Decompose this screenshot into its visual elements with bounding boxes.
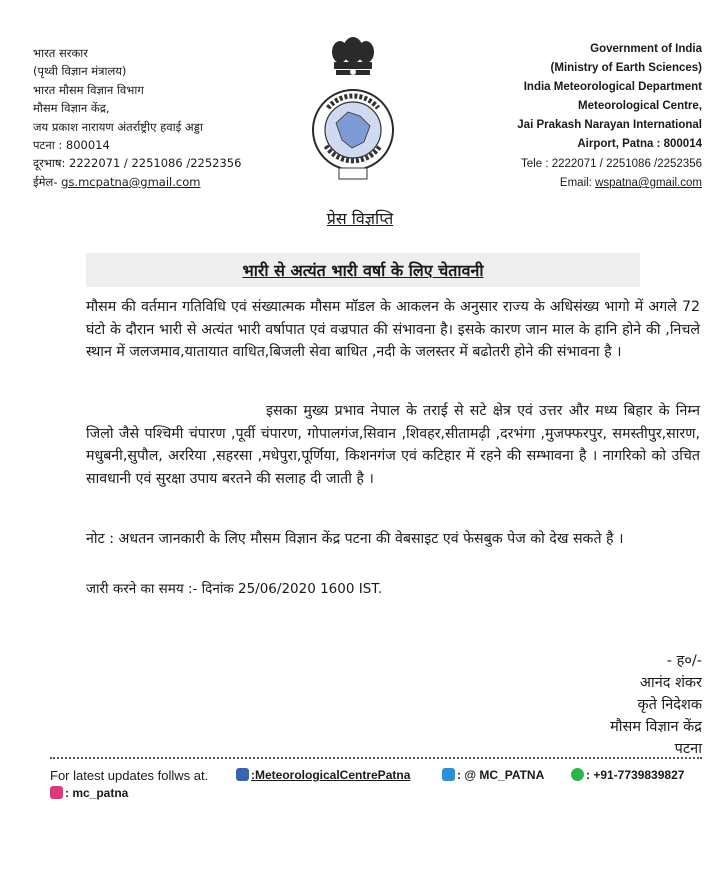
hindi-phone: दूरभाष: 2222071 / 2251086 /2252356 [33, 156, 242, 171]
signature-mark: - ह०/- [666, 653, 702, 669]
hindi-line-3: भारत मौसम विज्ञान विभाग [33, 82, 144, 97]
twitter-icon [442, 768, 455, 781]
instagram-handle[interactable]: : mc_patna [65, 786, 129, 800]
header-hindi [33, 44, 241, 191]
facebook-icon [236, 768, 249, 781]
paragraph-impact [86, 400, 700, 490]
english-phone: Tele : 2222071 / 2251086 /2252356 [521, 158, 702, 170]
english-line-2: (Ministry of Earth Sciences) [550, 62, 702, 74]
footer-lead: For latest updates follws at. [50, 768, 209, 783]
paragraph-impact-text: इसका मुख्य प्रभाव नेपाल के तराई से सटे क्षेत्र एवं उत्तर और मध्य बिहार के निम्न जिलो जैसे पश्चिमी चंपारण ,पूर्वी चंपारण, गोपालगंज,सिवान ,शिवहर,सीतामढ़ी ,दरभंगा ,मुजफ्फरपुर, समस्तीपुर,सारण, मधुबनी,सुपौल, अररिया ,सहरसा ,मधेपुरा,पूर्णिया, किशनगंज एवं कटिहार में रहने की सम्भावना है । नागरिको को उचित सावधानी एवं सुरक्षा उपाय बरतने की सलाह दी जाती है । [86, 403, 700, 487]
signatory-name: आनंद शंकर [639, 675, 702, 691]
english-line-5: Jai Prakash Narayan International [517, 119, 702, 131]
facebook-handle[interactable]: :MeteorologicalCentrePatna [251, 768, 411, 782]
paragraph-forecast: मौसम की वर्तमान गतिविधि एवं संख्यात्मक मौसम मॉडल के आकलन के अनुसार राज्य के अधिसंख्य भागो में अगले 72 घंटो के दौरान भारी से अत्यंत भारी वर्षापात एवं वज्रपात की संभावना है। इसके कारण जान माल के हानि होने की ,निचले स्थान में जलजमाव,यातायात वाधित,बिजली सेवा बाधित ,नदी के जलस्तर में बढोतरी होने की संभावना है । [86, 299, 700, 360]
instagram-icon [50, 786, 63, 799]
emblem-logo-group [298, 28, 408, 188]
warning-heading: भारी से अत्यंत भारी वर्षा के लिए चेतावनी [242, 261, 484, 280]
signatory-office: मौसम विज्ञान केंद्र [610, 719, 702, 735]
english-line-3: India Meteorological Department [523, 81, 702, 93]
english-email-link[interactable]: wspatna@gmail.com [595, 177, 702, 189]
instagram-link[interactable] [50, 786, 128, 800]
facebook-link[interactable] [236, 768, 410, 782]
english-email-row [517, 174, 702, 193]
press-release-title: प्रेस विज्ञप्ति [326, 209, 394, 228]
signatory-city: पटना [674, 741, 702, 757]
hindi-email-link[interactable]: gs.mcpatna@gmail.com [61, 174, 201, 189]
english-email-label: Email: [559, 177, 592, 189]
imd-logo-icon [313, 90, 393, 179]
note-text: नोट : अधतन जानकारी के लिए मौसम विज्ञान केंद्र पटना की वेबसाइट एवं फेसबुक पेज को देख सकते है । [86, 531, 624, 547]
whatsapp-link[interactable] [571, 768, 684, 782]
whatsapp-number[interactable]: : +91-7739839827 [586, 768, 685, 782]
whatsapp-icon [571, 768, 584, 781]
hindi-email-label: ईमेल- [33, 174, 58, 189]
twitter-link[interactable] [442, 768, 544, 782]
hindi-line-1: भारत सरकार [33, 46, 88, 60]
hindi-line-2: (पृथ्वी विज्ञान मंत्रालय) [33, 64, 127, 79]
ashoka-emblem-icon [298, 28, 408, 188]
footer-divider [50, 757, 702, 759]
hindi-line-5: जय प्रकाश नारायण अंतर्राष्ट्रीए हवाई अड्डा [33, 119, 203, 134]
english-line-6: Airport, Patna : 800014 [577, 138, 702, 150]
hindi-email-row [33, 173, 241, 191]
english-line-4: Meteorological Centre, [578, 100, 702, 112]
english-line-1: Government of India [590, 43, 702, 55]
hindi-line-4: मौसम विज्ञान केंद्र, [33, 101, 110, 116]
signature-block [610, 650, 702, 760]
twitter-handle[interactable]: : @ MC_PATNA [457, 768, 545, 782]
signatory-for: कृते निदेशक [637, 697, 702, 713]
issue-time: जारी करने का समय :- दिनांक 25/06/2020 1600 IST. [86, 581, 383, 597]
hindi-line-6: पटना : 800014 [33, 138, 110, 153]
header-english [517, 40, 702, 193]
